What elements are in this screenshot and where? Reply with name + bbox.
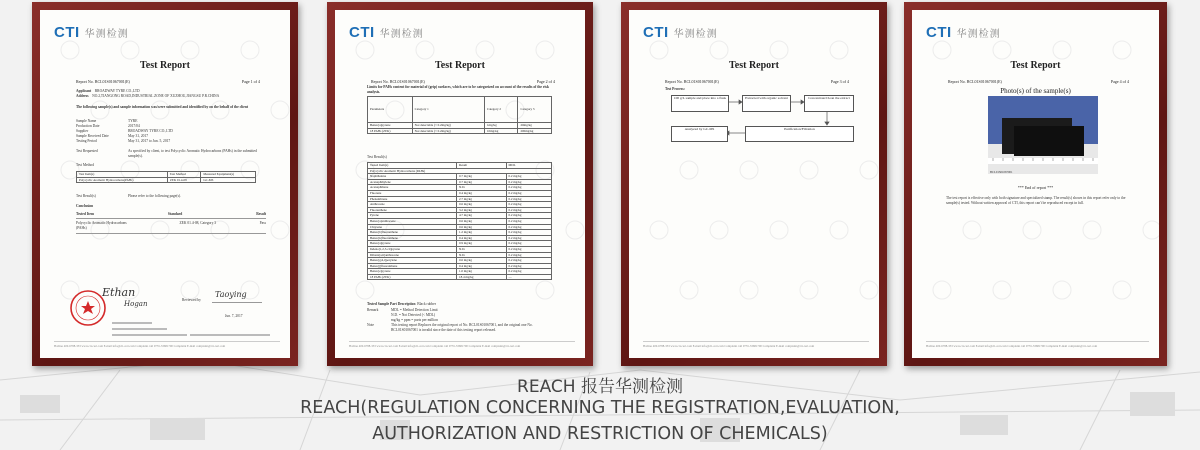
method-cell: Polycyclic Aromatic Hydrocarbons(PAHs) (77, 177, 168, 183)
report-title: Test Report (1010, 60, 1061, 71)
certificate-frame-4 (904, 2, 1167, 366)
text-block (112, 322, 152, 324)
method-header: Test Item(s) (77, 172, 168, 178)
results-cell: 0.6 mg/kg (456, 218, 506, 224)
test-requested (76, 149, 276, 159)
results-cell: 0.2 mg/kg (506, 230, 552, 236)
text-block (112, 334, 187, 336)
results-cell: 0.6 mg/kg (456, 224, 506, 230)
limits-cell: 200mg/kg (518, 128, 552, 134)
results-cell: Benzo[a]pyrene (368, 241, 457, 247)
certificate-frame-2 (327, 2, 593, 366)
remark-line: mg/kg = ppm = parts per million (391, 318, 438, 322)
results-cell: Benzo[k]fluoranthene (368, 235, 457, 241)
page-number: Page 1 of 4 (241, 79, 260, 84)
applicant-block (76, 89, 276, 99)
results-cell: Fluorene (368, 190, 457, 196)
results-cell: 0.2 mg/kg (506, 185, 552, 191)
results-cell: 4.7 mg/kg (456, 213, 506, 219)
remark-line: MDL = Method Detection Limit (391, 308, 438, 312)
results-cell: 1.2 mg/kg (456, 230, 506, 236)
results-cell: N.D. (456, 252, 506, 258)
results-cell: Benzo[j]fluoranthene (368, 263, 457, 269)
results-line (76, 194, 181, 199)
field-value: 2017/04 (128, 124, 140, 128)
signature-2: Taoying (215, 290, 247, 299)
report-no-label: Report No. (665, 79, 683, 84)
method-cell: GC-MS (201, 177, 256, 183)
method-cell: ZEK 01.4-08 (167, 177, 200, 183)
report-number-line (371, 79, 555, 84)
address-label: Address (76, 94, 89, 98)
page-number: Page 4 of 4 (1110, 79, 1129, 84)
results-cell: Acenaphthylene (368, 179, 457, 185)
sample-desc-label: Tested Sample Part Description (367, 302, 416, 306)
page-number: Page 2 of 4 (536, 79, 555, 84)
results-cell: 0.4 mg/kg (456, 190, 506, 196)
results-cell: 0.6 mg/kg (456, 258, 506, 264)
report-title: Test Report (140, 60, 190, 71)
limits-header: Category 2 (484, 97, 518, 123)
page-footer (926, 341, 1149, 348)
page-footer (643, 341, 869, 348)
flow-step-4: Analyzed by GC-MS (671, 126, 728, 142)
test-process-label: Test Process: (665, 87, 685, 91)
results-cell: 0.2 mg/kg (506, 190, 552, 196)
results-label: Test Result(s) (76, 194, 96, 198)
limits-cell: Not detectable (< 0.2mg/kg) (412, 123, 484, 129)
report-number-line (948, 79, 1129, 84)
results-cell: Acenaphthene (368, 185, 457, 191)
field-label: Supplier (76, 129, 89, 133)
limits-cell: 10mg/kg (484, 128, 518, 134)
conclusion-header-row (76, 212, 266, 217)
results-cell: 0.2 mg/kg (506, 218, 552, 224)
field-value: May 31, 2017 to Jun. 5, 2017 (128, 139, 171, 143)
report-no: BCL01S01067001(E) (94, 79, 130, 84)
results-cell: 0.2 mg/kg (506, 258, 552, 264)
field-value: TYRE (128, 119, 138, 123)
certificate-page-2 (335, 10, 585, 358)
field-label: Sample Received Date (76, 134, 109, 138)
footer-text: Hotline 400-6788-333 www.cti-cert.com E-mail info@cti-cert.com Complaint call 0755-33681700 Complaint E-mail complaint@cti-cert.com (643, 344, 815, 348)
results-cell: 0.2 mg/kg (506, 174, 552, 180)
report-title: Test Report (729, 60, 779, 71)
footer-text: Hotline 400-6788-333 www.cti-cert.com E-mail info@cti-cert.com Complaint call 0755-33681700 Complaint E-mail complaint@cti-cert.com (54, 344, 226, 348)
method-header: Test Method (167, 172, 200, 178)
page-number: Page 3 of 4 (830, 79, 849, 84)
report-no-label: Report No. (76, 79, 94, 84)
results-cell: Dibenz[a,h]anthracene (368, 252, 457, 258)
results-cell: 0.6 mg/kg (456, 202, 506, 208)
results-cell: 0.2 mg/kg (506, 179, 552, 185)
report-no-label: Report No. (948, 79, 966, 84)
results-cell: 0.7 mg/kg (456, 179, 506, 185)
cti-logo-chinese: 华测检测 (956, 29, 1001, 40)
results-cell: 0.2 mg/kg (506, 246, 552, 252)
cti-logo-text: CTI (349, 24, 375, 41)
cti-logo (54, 24, 129, 41)
conclusion-header: Result (256, 212, 266, 216)
results-cell: — (506, 274, 552, 280)
remarks-block (367, 308, 557, 333)
certificate-page-1 (40, 10, 290, 358)
cti-logo-chinese: 华测检测 (379, 29, 424, 40)
results-text: Please refer to the following page(s). (128, 194, 182, 198)
test-requested-label: Test Requested (76, 149, 98, 153)
results-cell: 0.2 mg/kg (506, 196, 552, 202)
page-footer (54, 341, 280, 348)
conclusion-cell: ZEK 01.4-08, Category 3 (179, 221, 217, 225)
flow-step-1: 100 g/L sample and place into a flask (671, 95, 729, 112)
report-no: BCL01S01067001(E) (683, 79, 719, 84)
conclusion-cell: Pass (259, 221, 266, 225)
results-cell: Fluoranthene (368, 207, 457, 213)
limits-header: Category 1 (412, 97, 484, 123)
cti-logo-text: CTI (643, 24, 669, 41)
results-cell: 18 PAHs (ZEK) (368, 274, 457, 280)
conclusion-row (76, 221, 266, 231)
results-cell: Chrysene (368, 224, 457, 230)
method-table (76, 171, 256, 183)
report-no-label: Report No. (371, 79, 389, 84)
applicant-label: Applicant (76, 89, 92, 93)
limits-text: Limits for PAHs content for material of (grip) surfaces, which are to be categorized on account of the results of the risk analysis. (367, 85, 549, 94)
cti-logo-text: CTI (54, 24, 80, 41)
results-cell: 0.2 mg/kg (506, 213, 552, 219)
applicant-value: BROADWAY TYRE CO.,LTD (94, 89, 140, 93)
results-cell: 0.7 mg/kg (456, 174, 506, 180)
sample-desc-value: Black rubber (417, 302, 436, 306)
reviewed-by-label: Reviewed by (182, 298, 201, 302)
text-block (190, 334, 270, 336)
results-cell: 0.2 mg/kg (506, 235, 552, 241)
text-block (112, 328, 167, 330)
cti-logo (349, 24, 424, 41)
conclusion-header: Tested Item (76, 212, 94, 216)
field-label: Sample Name (76, 119, 97, 123)
results-cell: Anthracene (368, 202, 457, 208)
results-header: Result (456, 163, 506, 169)
remark-line: N.D. = Not Detected (< MDL) (391, 313, 436, 317)
certificate-frame-3 (621, 2, 887, 366)
limits-cell: Benzo[a]pyrene (368, 123, 413, 129)
limits-cell: 18 PAHs (ZEK) (368, 128, 413, 134)
caption-line-3: AUTHORIZATION AND RESTRICTION OF CHEMICALS) (372, 424, 828, 444)
intro-text: The following sample(s) and sample information was/were submitted and identified by on the behalf of the client (76, 105, 249, 109)
sample-photo (988, 96, 1098, 174)
results-cell: 0.4 mg/kg (456, 235, 506, 241)
footer-text: Hotline 400-6788-333 www.cti-cert.com E-mail info@cti-cert.com Complaint call 0755-33681700 Complaint E-mail complaint@cti-cert.com (926, 344, 1098, 348)
results-cell: 0.4 mg/kg (456, 263, 506, 269)
signer-name-1: Hogan (124, 300, 148, 308)
conclusion-label: Conclusion (76, 204, 94, 208)
report-date: Jun. 7, 2017 (225, 314, 243, 318)
field-label: Production Date (76, 124, 100, 128)
cti-logo (926, 24, 1001, 41)
results-cell: 18.4 mg/kg (456, 274, 506, 280)
sample-fields (76, 119, 276, 144)
cti-logo-chinese: 华测检测 (673, 29, 718, 40)
field-label: Testing Period (76, 139, 97, 143)
limits-cell: 20mg/kg (518, 123, 552, 129)
results-cell: 2.7 mg/kg (456, 196, 506, 202)
report-number-line (76, 79, 260, 84)
note-text: This testing report Replaces the original report of No. BCL01S01067001, and the original one No. BCL01S01067001 is invalid since the date of this testing report released. (391, 323, 533, 332)
results-cell: 0.2 mg/kg (506, 252, 552, 258)
results-cell: 3.2 mg/kg (456, 207, 506, 213)
note-label: Note (367, 323, 374, 327)
results-cell: 0.2 mg/kg (506, 207, 552, 213)
field-value: May 31, 2017 (128, 134, 149, 138)
results-cell: Benzo[e]pyrene (368, 269, 457, 275)
results-cell: 0.2 mg/kg (506, 269, 552, 275)
flow-step-5: Purification/Filtration (745, 126, 854, 142)
results-row (368, 274, 552, 280)
flow-step-2: Extracted with organic solvent (742, 95, 791, 112)
limits-header: Category 3 (518, 97, 552, 123)
results-cell: 0.2 mg/kg (506, 224, 552, 230)
results-cell: 0.2 mg/kg (506, 202, 552, 208)
results-cell: N.D. (456, 185, 506, 191)
end-of-report: *** End of report *** (1017, 185, 1054, 190)
photo-code: BCL01S01067001 (990, 170, 1013, 174)
limits-table (367, 96, 552, 134)
results-cell: Indeno[1,2,3-cd]pyrene (368, 246, 457, 252)
results-cell: 0.2 mg/kg (506, 241, 552, 247)
address-value: NO.2,TIANGONG ROAD,INDUSTRIAL ZONE OF XUZHOU,JIANGSU P.R.CHINA (92, 94, 220, 98)
limits-cell: 1mg/kg (484, 123, 518, 129)
method-header: Measured Equipment(s) (201, 172, 256, 178)
signature-1: Ethan (102, 286, 136, 299)
footer-text: Hotline 400-6788-333 www.cti-cert.com E-mail info@cti-cert.com Complaint call 0755-33681700 Complaint E-mail complaint@cti-cert.com (349, 344, 521, 348)
certificate-frame-1 (32, 2, 298, 366)
cti-logo-chinese: 华测检测 (84, 29, 129, 40)
signature-line (212, 302, 262, 303)
photo-title: Photo(s) of the sample(s) (1000, 87, 1071, 95)
test-requested-value: As specified by client, to test Polycyclic Aromatic Hydrocarbons (PAHs) in the submitted sample(s). (128, 149, 257, 158)
results-table (367, 162, 552, 280)
results-group: Polycyclic Aromatic Hydrocarbons (PAHs) (368, 168, 552, 174)
results-cell: 0.2 mg/kg (506, 263, 552, 269)
test-method-label: Test Method (76, 163, 95, 167)
results-cell: Benzo[a]anthracene (368, 218, 457, 224)
results-cell: N.D. (456, 246, 506, 252)
limits-header: Parameters (368, 97, 413, 123)
report-no: BCL01S01067001(E) (389, 79, 425, 84)
results-header: MDL (506, 163, 552, 169)
results-header: Tested Item(s) (368, 163, 457, 169)
results-cell: Phenanthrene (368, 196, 457, 202)
results-cell: Benzo[b]fluoranthene (368, 230, 457, 236)
page-footer (349, 341, 575, 348)
flow-step-3: Concentrate/Clean the extract (804, 95, 854, 112)
disclaimer-text: The test report is effective only with both signature and specialized stamp. The result(s) shown in this report refer only to the sample(s) tested. Without written approval of CTI, this report can't be reproduced except in full. (946, 196, 1126, 205)
divider (76, 233, 266, 234)
report-title: Test Report (435, 60, 485, 71)
conclusion-header: Standard (167, 212, 183, 216)
results-cell: Pyrene (368, 213, 457, 219)
conclusion-cell: Polycyclic Aromatic Hydrocarbons (PAHs) (76, 221, 127, 230)
caption-line-2: REACH(REGULATION CONCERNING THE REGISTRATION,EVALUATION, (300, 398, 900, 418)
divider (76, 218, 266, 219)
certificate-page-3 (629, 10, 879, 358)
report-no: BCL01S01067001(E) (966, 79, 1002, 84)
results-cell: Naphthalene (368, 174, 457, 180)
results-label: Test Result(s) (367, 155, 387, 159)
certificate-page-4 (912, 10, 1159, 358)
results-cell: Benzo[g,h,i]perylene (368, 258, 457, 264)
field-value: BROADWAY TYRE CO.,LTD (128, 129, 173, 133)
sample-description (367, 302, 436, 307)
cti-logo-text: CTI (926, 24, 952, 41)
results-cell: 0.9 mg/kg (456, 241, 506, 247)
limits-cell: Not detectable (< 0.2mg/kg) (412, 128, 484, 134)
caption-title: REACH 报告华测检测 (517, 377, 683, 397)
remark-label: Remark (367, 308, 379, 312)
results-cell: 1.0 mg/kg (456, 269, 506, 275)
